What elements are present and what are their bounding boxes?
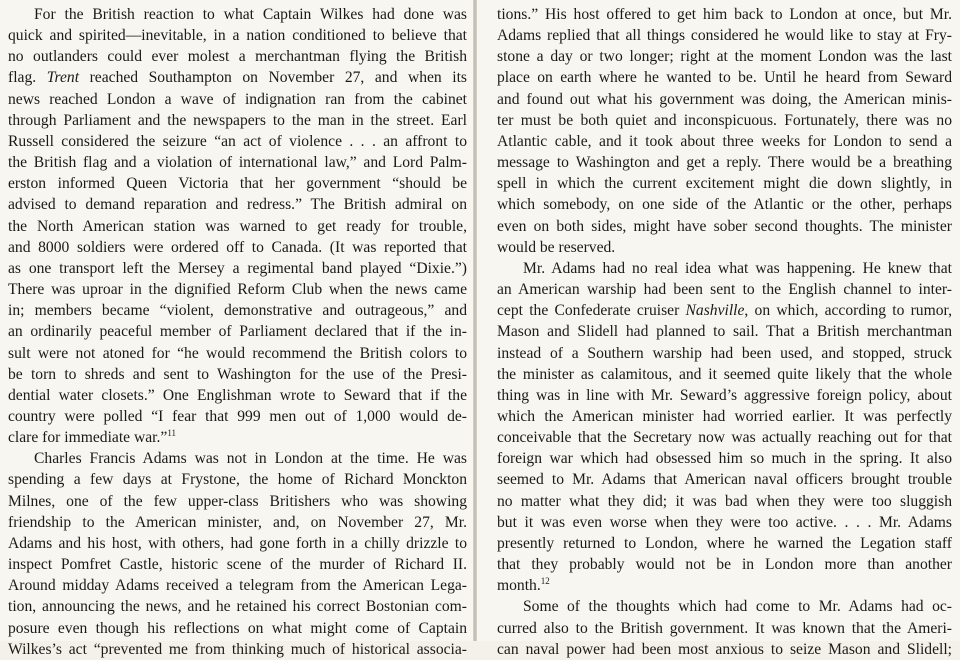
line-text: Adams replied that all things considered he would like to stay at Fry- [497, 27, 952, 45]
line-text: spell in which the current excitement might die down slightly, in [497, 175, 952, 193]
text-line [497, 25, 952, 46]
text-line [497, 300, 952, 321]
text-line [8, 385, 467, 406]
text-line [8, 554, 467, 575]
line-text: the minister as calamitous, and it seemed quite likely that the whole [497, 365, 952, 383]
line-text: that they probably would not be in London more than another [497, 556, 952, 574]
text-line [8, 596, 467, 617]
line-text: For the British reaction to what Captain Wilkes had done was [34, 6, 467, 23]
footnote-ref: 12 [540, 576, 550, 587]
line-text: be torn to shreds and sent to Washington for the use of the Presi- [8, 365, 467, 383]
line-text: and found out what his government was doing, the American minis- [497, 90, 952, 108]
text-line [8, 321, 467, 342]
text-line [8, 173, 467, 194]
line-text: ter must be both quiet and inconspicuous. Fortunately, there was no [497, 111, 952, 129]
text-line [497, 406, 952, 427]
text-line [8, 25, 467, 46]
line-text: and 8000 soldiers were ordered off to Canada. (It was reported that [8, 238, 467, 256]
line-text: an American warship had been sent to the English channel to inter- [497, 281, 952, 299]
text-line [497, 279, 952, 300]
text-line [497, 364, 952, 385]
text-line [497, 321, 952, 342]
left-page [0, 0, 473, 658]
text-line [8, 343, 467, 364]
line-text: erston informed Queen Victoria that her government “should be [8, 175, 467, 193]
line-text: thing was in line with Mr. Seward’s aggressive foreign policy, about [497, 386, 952, 404]
text-line [8, 67, 467, 88]
line-text: in; members became “violent, demonstrative and outrageous,” and [8, 302, 467, 320]
text-line [497, 427, 952, 448]
line-text: stone a day or two longer; right at the moment London was the last [497, 48, 952, 66]
line-text: inspect Pomfret Castle, historic scene of the murder of Richard II. [8, 556, 467, 574]
text-line [8, 618, 467, 639]
line-text: Around midday Adams received a telegram from the American Lega- [8, 577, 467, 595]
line-text: the North American station was warned to get ready for trouble, [8, 217, 467, 235]
line-text: Charles Francis Adams was not in London at the time. He was [34, 450, 467, 468]
line-text: clare for immediate war.” [8, 429, 168, 447]
text-line [8, 258, 467, 279]
text-line [8, 491, 467, 512]
line-text: foreign war which had obsessed him so much in the spring. It also [497, 450, 952, 468]
line-text: curred also to the British government. It was known that the Ameri- [497, 619, 952, 637]
text-line [497, 4, 952, 25]
text-line [8, 4, 467, 25]
line-text: advised to demand reparation and redress.” The British admiral on [8, 196, 467, 214]
line-text: posure even though his reflections on what might come of Captain [8, 619, 467, 637]
line-text: spending a few days at Frystone, the home of Richard Monckton [8, 471, 467, 489]
line-text: no outlanders could ever molest a merchantman flying the British [8, 48, 467, 66]
text-line [8, 639, 467, 660]
line-text: Russell considered the seizure “an act of violence . . . an affront to [8, 132, 467, 150]
text-line [497, 343, 952, 364]
text-line [497, 89, 952, 110]
text-line [8, 364, 467, 385]
line-text: through Parliament and the newspapers to the man in the street. Earl [8, 111, 467, 129]
footnote-ref: 11 [167, 427, 176, 438]
text-line [497, 512, 952, 533]
line-text: tion, announcing the news, and he retained his correct Bostonian com- [8, 598, 467, 616]
text-line [8, 279, 467, 300]
line-text: an ordinarily peaceful member of Parliament declared that if the in- [8, 323, 467, 341]
text-line [497, 469, 952, 490]
line-text: presently returned to London, where he warned the Legation staff [497, 534, 952, 552]
text-line [497, 258, 952, 279]
text-line [497, 575, 952, 596]
ship-name: Trent [46, 69, 80, 87]
text-line [8, 152, 467, 173]
line-text: dential water closets.” One Englishman wrote to Seward that if the [8, 386, 467, 404]
line-text: as one transport left the Mersey a regimental band played “Dixie.”) [8, 259, 467, 277]
text-line [8, 533, 467, 554]
text-line [8, 427, 467, 448]
line-text: no matter what they did; it was bad when they were too sluggish [497, 492, 952, 510]
text-line [8, 89, 467, 110]
line-text: cept the Confederate cruiser Nashville, on which, according to rumor, [497, 302, 952, 320]
line-text: which the American minister had worried earlier. It was perfectly [497, 407, 952, 425]
text-line [497, 237, 952, 258]
text-line [8, 216, 467, 237]
text-line [497, 533, 952, 554]
line-text: instead of a Southern warship had been used, and stopped, struck [497, 344, 952, 362]
line-text: can naval power had been most anxious to seize Mason and Slidell; [497, 640, 952, 658]
line-text: tions.” His host offered to get him back to London at once, but Mr. [497, 6, 952, 23]
text-line [8, 131, 467, 152]
text-line [497, 596, 952, 617]
line-text: would be reserved. [497, 238, 616, 256]
line-text: There was uproar in the dignified Reform Club when the news came [8, 281, 467, 299]
text-line [497, 448, 952, 469]
line-text: flag. Trent reached Southampton on November 27, and when its [8, 69, 467, 87]
text-line [497, 491, 952, 512]
line-text: month. [497, 577, 541, 595]
line-text: sult were not atoned for “he would recommend the British colors to [8, 344, 467, 362]
text-line [497, 173, 952, 194]
line-text: country were polled “I fear that 999 men out of 1,000 would de- [8, 407, 467, 425]
line-text: Mr. Adams had no real idea what was happening. He knew that [523, 259, 952, 277]
text-line [8, 575, 467, 596]
line-text: Adams and his host, with others, had gone forth in a chilly drizzle to [8, 534, 467, 552]
text-line [8, 194, 467, 215]
line-text: place on earth where he wanted to be. Until he heard from Seward [497, 69, 952, 87]
text-line [497, 131, 952, 152]
text-line [497, 152, 952, 173]
ship-name: Nashville [685, 302, 745, 320]
line-text: the British flag and a violation of international law,” and Lord Palm- [8, 154, 467, 172]
line-text: seemed to Mr. Adams that American naval officers brought trouble [497, 471, 952, 489]
line-text: Milnes, one of the few upper-class Britishers who was showing [8, 492, 467, 510]
text-line [8, 110, 467, 131]
text-line [497, 46, 952, 67]
text-line [8, 46, 467, 67]
text-line [8, 406, 467, 427]
text-line [8, 300, 467, 321]
text-line [8, 237, 467, 258]
line-text: even on both sides, might have sober second thoughts. The minister [497, 217, 952, 235]
line-text: conceivable that the Secretary now was actually reaching out for that [497, 429, 952, 447]
line-text: Wilkes’s act “prevented me from thinking much of historical associa- [8, 640, 467, 658]
text-line [497, 618, 952, 639]
text-line [8, 512, 467, 533]
text-line [497, 110, 952, 131]
text-line [8, 469, 467, 490]
line-text: Atlantic cable, and it took about three weeks for London to send a [497, 132, 952, 150]
text-line [8, 448, 467, 469]
line-text: news reached London a wave of indignation ran from the cabinet [8, 90, 467, 108]
text-line [497, 194, 952, 215]
line-text: quick and spirited—inevitable, in a nation conditioned to believe that [8, 27, 467, 45]
line-text: Some of the thoughts which had come to Mr. Adams had oc- [523, 598, 952, 616]
right-page [477, 0, 960, 658]
text-line [497, 385, 952, 406]
line-text: message to Washington and get a reply. There would be a breathing [497, 154, 952, 172]
text-line [497, 216, 952, 237]
text-line [497, 639, 952, 660]
line-text: friendship to the American minister, and, on November 27, Mr. [8, 513, 467, 531]
line-text: but it was even worse when they were too active. . . . Mr. Adams [497, 513, 952, 531]
line-text: Mason and Slidell had planned to sail. That a British merchantman [497, 323, 952, 341]
text-line [497, 554, 952, 575]
text-line [497, 67, 952, 88]
line-text: which somebody, on one side of the Atlantic or the other, perhaps [497, 196, 952, 214]
